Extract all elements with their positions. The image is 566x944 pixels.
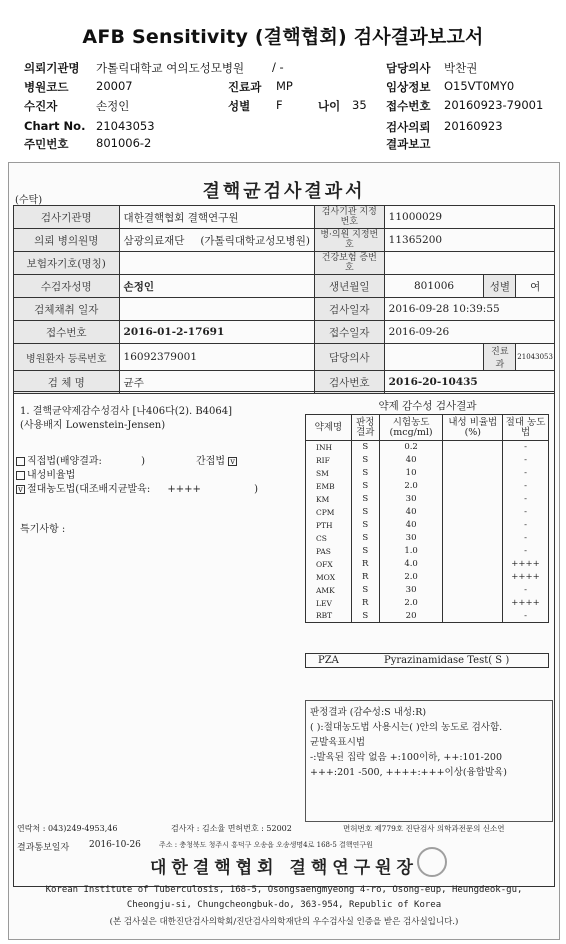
table-row <box>306 584 549 597</box>
drug-absolute: ++++ <box>503 571 549 584</box>
resident-no-value: 801006-2 <box>96 136 152 150</box>
drug-concentration: 40 <box>379 519 443 532</box>
collect-value <box>119 298 314 321</box>
drug-proportion <box>443 454 503 467</box>
recv-no-label: 접수번호 <box>14 321 120 344</box>
resident-no-label: 주민번호 <box>24 137 69 151</box>
hospital-name-label: 의뢰기관명 <box>24 61 80 75</box>
patient-value: 손정인 <box>96 99 130 113</box>
drug-proportion <box>443 493 503 506</box>
report-title: AFB Sensitivity (결핵협회) 검사결과보고서 <box>82 26 484 48</box>
drug-concentration: 10 <box>379 467 443 480</box>
tester-text: 검사자 : 김소율 면허번호 : 52002 <box>171 824 292 833</box>
report-date-label-sheet: 결과통보일자 <box>17 843 70 853</box>
drug-result: S <box>351 610 379 623</box>
birth-label: 생년월일 <box>314 275 384 298</box>
resist-label: 내성비율법 <box>27 470 76 481</box>
dept-cell-label: 진료과 <box>484 344 516 371</box>
table-row <box>306 467 549 480</box>
name-value: 손정인 <box>119 275 314 298</box>
drug-name: CPM <box>306 506 352 519</box>
drug-concentration: 40 <box>379 454 443 467</box>
req-label: 의뢰 병의원명 <box>14 229 120 252</box>
inst-no-label: 검사기관 지정번호 <box>314 206 384 229</box>
judge-line: 균발육표시법 <box>310 737 366 748</box>
table-row <box>306 506 549 519</box>
susceptibility-rows <box>306 441 549 623</box>
drug-concentration: 2.0 <box>379 480 443 493</box>
drug-absolute: - <box>503 441 549 454</box>
drug-name: PTH <box>306 519 352 532</box>
ins-label: 보험자기호(명칭) <box>14 252 120 275</box>
drug-proportion <box>443 545 503 558</box>
drug-name: EMB <box>306 480 352 493</box>
judge-line: 판정결과 (감수성:S 내성:R) <box>310 707 427 718</box>
address-line-1: Korean Institute of Tuberculosis, 168-5, Osongsaengmyeong 4-ro, Osong-eup, Heungdeok-gu, <box>45 885 523 895</box>
drug-result: S <box>351 480 379 493</box>
drug-proportion <box>443 532 503 545</box>
drug-absolute: - <box>503 519 549 532</box>
sex-cell-value: 여 <box>516 275 555 298</box>
report-date-label: 결과보고 <box>386 137 431 151</box>
doctor-value: 박찬권 <box>444 61 478 75</box>
table-row <box>306 441 549 454</box>
drug-absolute: ++++ <box>503 597 549 610</box>
table-row <box>14 206 555 229</box>
col-absolute: 절대 농도법 <box>503 415 549 441</box>
sex-value: F <box>276 98 283 112</box>
drug-proportion <box>443 597 503 610</box>
table-row <box>14 252 555 275</box>
indirect-checkbox: v <box>228 457 237 466</box>
certification-notice: (본 검사실은 대한진단검사의학회/진단검사의학재단의 우수검사실 인증을 받은 검사실입니다.) <box>109 917 459 927</box>
table-row <box>306 493 549 506</box>
judgment-legend <box>305 700 553 822</box>
drug-name: RBT <box>306 610 352 623</box>
recv-date-label: 접수일자 <box>314 321 384 344</box>
judge-line: +++:201 -500, ++++:+++이상(융합발육) <box>310 767 508 778</box>
hospital-code-value: 20007 <box>96 79 133 93</box>
header-slash: / - <box>272 60 284 74</box>
result-area <box>13 391 555 887</box>
drug-result: R <box>351 558 379 571</box>
special-notes-label: 특기사항 : <box>20 524 66 535</box>
col-conc: 시험농도 (mcg/ml) <box>379 415 443 441</box>
drug-proportion <box>443 558 503 571</box>
drug-absolute: - <box>503 454 549 467</box>
hosp-reg-label: 병원환자 등록번호 <box>14 344 120 371</box>
drug-proportion <box>443 441 503 454</box>
judge-line: ( ):절대농도법 사용시는( )안의 농도로 검사함. <box>310 722 503 733</box>
susceptibility-title: 약제 감수성 검사결과 <box>378 400 477 412</box>
drug-name: RIF <box>306 454 352 467</box>
table-row <box>14 344 555 371</box>
direct-label: 직접법(배양결과: <box>27 456 102 467</box>
susceptibility-column <box>299 392 556 692</box>
doctor-cell-label: 담당의사 <box>314 344 384 371</box>
table-header-row <box>306 415 549 441</box>
hosp-reg-value: 16092379001 <box>119 344 314 371</box>
dept-cell-value: 21043053 <box>516 344 555 371</box>
license-text: 면허번호 제779호 진단검사 의학과전문의 신소연 <box>343 824 505 833</box>
judge-line: -:발육된 집락 없음 +:100이하, ++:101-200 <box>310 752 502 763</box>
drug-concentration: 2.0 <box>379 571 443 584</box>
inst-label: 검사기관명 <box>14 206 120 229</box>
drug-concentration: 20 <box>379 610 443 623</box>
drug-absolute: - <box>503 610 549 623</box>
table-row <box>306 571 549 584</box>
recv-date-value: 2016-09-26 <box>384 321 554 344</box>
request-date-label: 검사의뢰 <box>386 120 431 134</box>
drug-absolute: - <box>503 584 549 597</box>
dept-label: 진료과 <box>228 80 262 94</box>
age-value: 35 <box>352 98 367 112</box>
recv-no-value: 2016-01-2-17691 <box>119 321 314 344</box>
drug-result: R <box>351 571 379 584</box>
req-no-label: 병·의원 지정번호 <box>314 229 384 252</box>
organization-name: 대한결핵협회 결핵연구원장 <box>150 858 418 878</box>
patient-label: 수진자 <box>24 99 58 113</box>
drug-result: S <box>351 545 379 558</box>
drug-name: AMK <box>306 584 352 597</box>
drug-result: S <box>351 532 379 545</box>
drug-proportion <box>443 480 503 493</box>
drug-absolute: - <box>503 467 549 480</box>
dept-value: MP <box>276 79 293 93</box>
drug-result: S <box>351 467 379 480</box>
hospital-name-value: 가톨릭대학교 여의도성모병원 <box>96 61 245 75</box>
drug-name: PAS <box>306 545 352 558</box>
drug-concentration: 1.0 <box>379 545 443 558</box>
drug-concentration: 30 <box>379 493 443 506</box>
drug-proportion <box>443 584 503 597</box>
chart-no-label: Chart No. <box>24 119 86 133</box>
table-row <box>306 545 549 558</box>
req-value2: (가톨릭대학교성모병원) <box>200 234 310 247</box>
table-row <box>306 610 549 623</box>
drug-name: LEV <box>306 597 352 610</box>
table-row <box>14 321 555 344</box>
drug-result: S <box>351 441 379 454</box>
table-row <box>306 558 549 571</box>
resist-method-row <box>16 466 75 481</box>
susceptibility-table <box>305 414 549 623</box>
doctor-cell-value <box>384 344 484 371</box>
drug-proportion <box>443 571 503 584</box>
chart-no-value: 21043053 <box>96 119 155 133</box>
name-label: 수검자성명 <box>14 275 120 298</box>
drug-result: S <box>351 584 379 597</box>
address-kr: 주소 : 충청북도 청주시 흥덕구 오송읍 오송생명4로 168-5 결핵연구원 <box>159 841 373 849</box>
table-row <box>306 454 549 467</box>
table-row <box>14 275 555 298</box>
drug-proportion <box>443 467 503 480</box>
doctor-label: 담당의사 <box>386 61 431 75</box>
drug-absolute: ++++ <box>503 558 549 571</box>
inst-value: 대한결핵협회 결핵연구원 <box>119 206 314 229</box>
accession-no-value: 20160923-79001 <box>444 98 544 112</box>
ins-value <box>119 252 314 275</box>
col-proportion: 내성 비율법(%) <box>443 415 503 441</box>
abs-value: ++++ <box>167 484 201 495</box>
pza-label: PZA <box>318 655 339 666</box>
specimen-label: 검 체 명 <box>14 371 120 394</box>
drug-proportion <box>443 506 503 519</box>
drug-name: KM <box>306 493 352 506</box>
hospital-code-label: 병원코드 <box>24 80 69 94</box>
req-value: 삼광의료재단 <box>123 234 185 247</box>
method-text: 1. 결핵균약제감수성검사 [나406다(2). B4064] <box>20 406 233 417</box>
resist-checkbox <box>16 471 25 480</box>
pza-row <box>305 653 549 668</box>
drug-concentration: 0.2 <box>379 441 443 454</box>
direct-close: ) <box>141 456 145 467</box>
address-line-2: Cheongju-si, Chungcheongbuk-do, 363-954, Republic of Korea <box>126 900 442 910</box>
table-row <box>306 532 549 545</box>
col-result: 판정 결과 <box>351 415 379 441</box>
scanned-result-sheet <box>8 162 560 940</box>
drug-name: CS <box>306 532 352 545</box>
sex-label: 성별 <box>228 99 251 113</box>
ins-no-value <box>384 252 554 275</box>
drug-absolute: - <box>503 506 549 519</box>
req-no-value: 11365200 <box>384 229 554 252</box>
indirect-label: 간접법 <box>196 456 225 467</box>
drug-concentration: 4.0 <box>379 558 443 571</box>
test-no-label: 검사번호 <box>314 371 384 394</box>
drug-name: OFX <box>306 558 352 571</box>
info-table <box>13 205 555 394</box>
table-row <box>14 298 555 321</box>
method-column <box>14 392 299 888</box>
drug-proportion <box>443 610 503 623</box>
req-cell <box>119 229 314 252</box>
drug-name: INH <box>306 441 352 454</box>
sheet-tag: (수탁) <box>15 195 43 206</box>
table-row <box>306 480 549 493</box>
abs-label: 절대농도법(대조배지균발육: <box>27 484 151 495</box>
col-drug: 약제명 <box>306 415 352 441</box>
ins-no-label: 건강보험 증번호 <box>314 252 384 275</box>
drug-absolute: - <box>503 493 549 506</box>
report-date-value-sheet: 2016-10-26 <box>89 840 141 850</box>
drug-concentration: 30 <box>379 584 443 597</box>
abs-close: ) <box>254 484 258 495</box>
drug-name: MOX <box>306 571 352 584</box>
drug-result: S <box>351 454 379 467</box>
sex-cell-label: 성별 <box>484 275 516 298</box>
drug-absolute: - <box>503 545 549 558</box>
official-seal <box>417 847 447 877</box>
drug-result: R <box>351 597 379 610</box>
test-no-value: 2016-20-10435 <box>384 371 554 394</box>
drug-result: S <box>351 506 379 519</box>
contact-text: 연락처 : 043)249-4953,46 <box>17 824 118 833</box>
drug-absolute: - <box>503 532 549 545</box>
test-date-value: 2016-09-28 10:39:55 <box>384 298 554 321</box>
clinical-info-label: 임상정보 <box>386 80 431 94</box>
pza-value: Pyrazinamidase Test( S ) <box>384 655 510 666</box>
sheet-title: 결핵균검사결과서 <box>202 181 366 202</box>
clinical-info-value: O15VT0MY0 <box>444 79 515 93</box>
medium-text: (사용배지 Lowenstein-Jensen) <box>20 420 166 431</box>
drug-concentration: 30 <box>379 532 443 545</box>
direct-method-row <box>16 452 145 467</box>
direct-checkbox <box>16 457 25 466</box>
table-row <box>14 229 555 252</box>
table-row <box>306 519 549 532</box>
birth-value: 801006 <box>384 275 484 298</box>
drug-absolute: - <box>503 480 549 493</box>
table-row <box>306 597 549 610</box>
test-date-label: 검사일자 <box>314 298 384 321</box>
abs-method-row <box>16 480 258 495</box>
drug-result: S <box>351 519 379 532</box>
drug-name: SM <box>306 467 352 480</box>
drug-concentration: 40 <box>379 506 443 519</box>
age-label: 나이 <box>318 99 341 113</box>
inst-no-value: 11000029 <box>384 206 554 229</box>
specimen-value: 균주 <box>119 371 314 394</box>
accession-no-label: 접수번호 <box>386 99 431 113</box>
abs-checkbox: v <box>16 485 25 494</box>
drug-proportion <box>443 519 503 532</box>
drug-concentration: 2.0 <box>379 597 443 610</box>
collect-label: 검체채취 일자 <box>14 298 120 321</box>
indirect-method-row <box>196 452 239 467</box>
request-date-value: 20160923 <box>444 119 503 133</box>
drug-result: S <box>351 493 379 506</box>
